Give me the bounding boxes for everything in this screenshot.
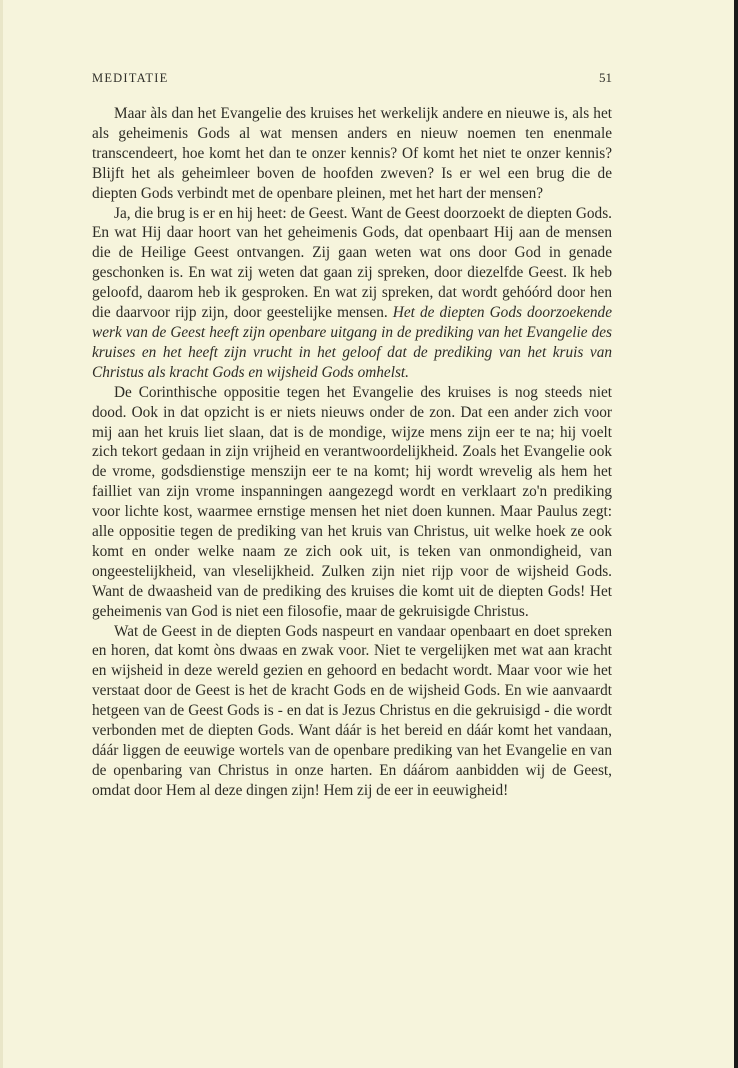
- paragraph-1-text: Maar àls dan het Evangelie des kruises het werkelijk andere en nieuwe is, als het als geheimenis Gods al wat mensen anders en nieuw noemen ten enenmale transcendeert, hoe komt het dan te onzer kennis? Of komt het niet te onzer kennis? Blijft het als geheimleer boven de hoofden zweven? Is er wel een brug die de diepten Gods verbindt met de openbare pleinen, met het hart der mensen?: [92, 105, 612, 202]
- paragraph-4: [92, 622, 612, 801]
- paragraph-4-text: Wat de Geest in de diepten Gods naspeurt en vandaar openbaart en doet spreken en horen, dat komt òns dwaas en zwak voor. Niet te vergelijken met wat aan kracht en wijsheid in deze wereld gezien en gehoord en bedacht wordt. Maar voor wie het verstaat door de Geest is het de kracht Gods en de wijsheid Gods. En wie aanvaardt hetgeen van de Geest Gods is - en dat is Jezus Christus en die gekruisigd - die wordt verbonden met de diepten Gods. Want dáár is het bereid en dáár komt het vandaan, dáár liggen de eeuwige wortels van de openbare prediking van het Evangelie en van de openbaring van Christus in onze harten. En dáárom aanbidden wij de Geest, omdat door Hem al deze dingen zijn! Hem zij de eer in eeuwigheid!: [92, 622, 612, 799]
- paragraph-3-text: De Corinthische oppositie tegen het Evangelie des kruises is nog steeds niet dood. Ook in dat opzicht is er niets nieuws onder de zon. Dat een ander zich voor mij aan het kruis liet slaan, dat is de mondige, wijze mens zijn eer te na; hij voelt zich tekort gedaan in zijn vrijheid en verantwoordelijkheid. Zoals het Evangelie ook de vrome, godsdienstige menszijn eer te na komt; hij wordt wrevelig als hem het failliet van zijn vrome inspanningen aangezegd wordt en verklaart zo'n prediking voor lichte kost, waarmee ernstige mensen het niet doen kunnen. Maar Paulus zegt: alle oppositie tegen de prediking van het kruis van Christus, uit welke hoek ze ook komt en onder welke naam ze zich ook uit, is teken van onmondigheid, van ongeestelijkheid, van vleselijkheid. Zulken zijn niet rijp voor de wijsheid Gods. Want de dwaasheid van de prediking des kruises die komt uit de diepten Gods! Het geheimenis van God is niet een filosofie, maar de gekruisigde Christus.: [92, 383, 612, 620]
- paragraph-3: [92, 383, 612, 622]
- page-header: [92, 70, 612, 86]
- paragraph-1: [92, 104, 612, 204]
- page-right-edge: [734, 0, 738, 1068]
- page-number: 51: [599, 70, 612, 85]
- page-left-edge: [0, 0, 3, 1068]
- paragraph-2-text: Ja, die brug is er en hij heet: de Geest. Want de Geest doorzoekt de diepten Gods. En wat Hij daar hoort van het geheimenis Gods, dat openbaart Hij aan de mensen die de Heilige Geest ontvangen. Zij gaan weten wat ons door God in genade geschonken is. En wat zij weten dat gaan zij spreken, door diezelfde Geest. Ik heb geloofd, daarom heb ik gesproken. En wat zij spreken, dat wordt gehóórd door hen die daarvoor rijp zijn, door geestelijke mensen.: [92, 204, 612, 322]
- running-head: MEDITATIE: [92, 71, 169, 85]
- paragraph-2: [92, 204, 612, 383]
- body-text: [92, 104, 612, 801]
- paragraph-2-italic-text: Het de diepten Gods doorzoekende werk van de Geest heeft zijn openbare uitgang in de prediking van het Evangelie des kruises en het heeft zijn vrucht in het geloof dat de prediking van het kruis van Christus als kracht Gods en wijsheid Gods omhelst.: [92, 304, 612, 381]
